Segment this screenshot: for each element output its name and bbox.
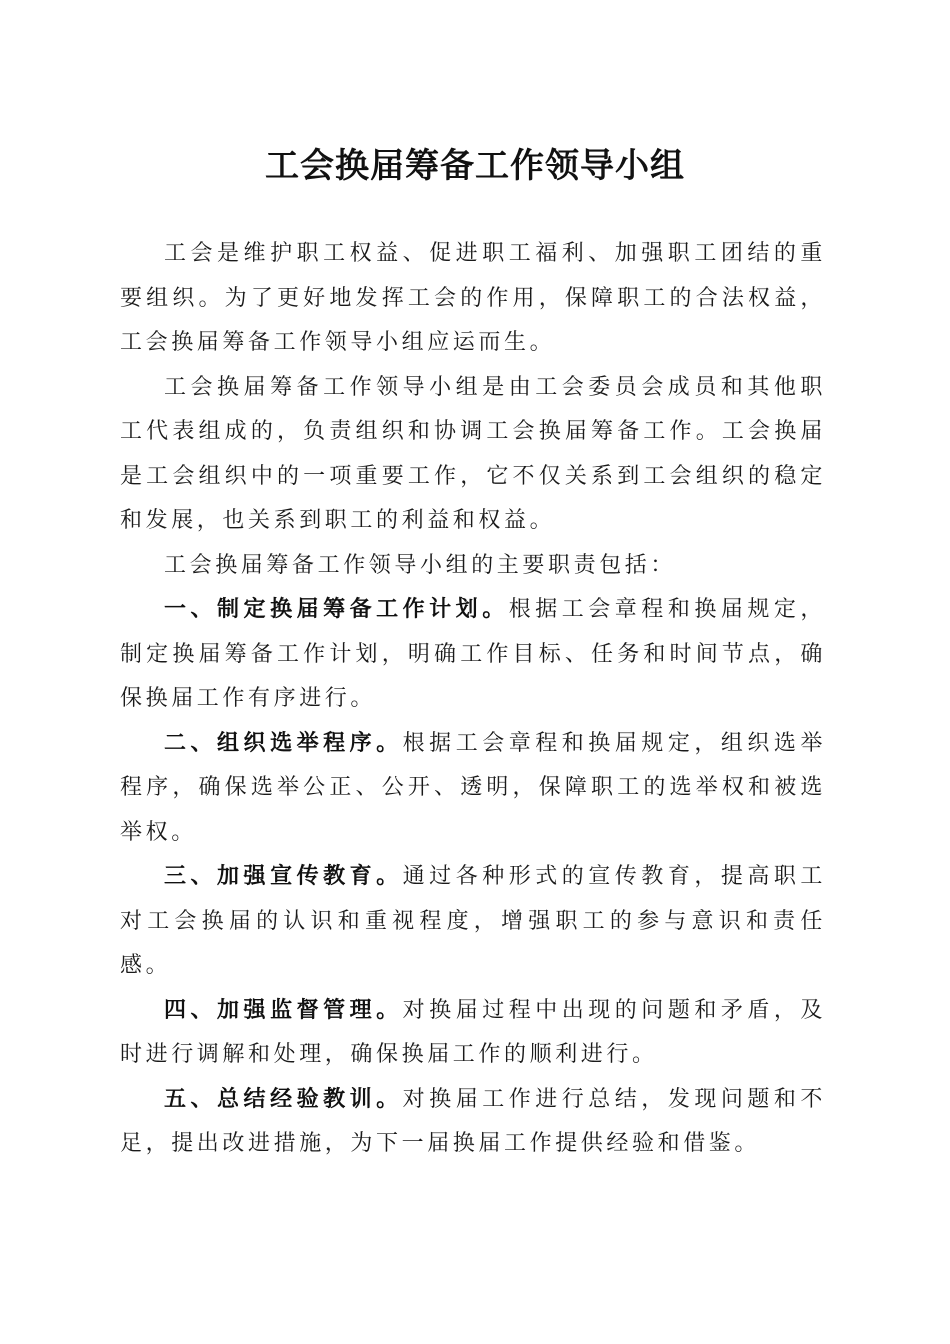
duty-text-5: 对换届工作进行总结，发现问题和不足，提出改进措施，为下一届换届工作提供经验和借鉴。 xyxy=(120,1086,826,1156)
duty-item-3 xyxy=(120,855,826,989)
duty-item-1 xyxy=(120,588,826,722)
duty-text-3: 通过各种形式的宣传教育，提高职工对工会换届的认识和重视程度，增强职工的参与意识和责任感。 xyxy=(120,864,826,978)
duty-heading-5: 五、总结经验教训。 xyxy=(164,1086,403,1112)
duty-heading-2: 二、组织选举程序。 xyxy=(164,730,403,756)
document-body xyxy=(120,232,826,1167)
page-title: 工会换届筹备工作领导小组 xyxy=(265,146,685,186)
duty-heading-3: 三、加强宣传教育。 xyxy=(164,864,403,889)
intro-paragraph-2: 工会换届筹备工作领导小组是由工会委员会成员和其他职工代表组成的，负责组织和协调工会换届筹备工作。工会换届是工会组织中的一项重要工作，它不仅关系到工会组织的稳定和发展，也关系到职工的利益和权益。 xyxy=(120,374,826,533)
intro-paragraph-1: 工会是维护职工权益、促进职工福利、加强职工团结的重要组织。为了更好地发挥工会的作用，保障职工的合法权益，工会换届筹备工作领导小组应运而生。 xyxy=(120,241,826,355)
duty-item-5 xyxy=(120,1078,826,1167)
duty-heading-4: 四、加强监督管理。 xyxy=(164,997,403,1023)
duty-text-2: 根据工会章程和换届规定，组织选举程序，确保选举公正、公开、透明，保障职工的选举权和被选举权。 xyxy=(120,730,826,845)
duty-text-4: 对换届过程中出现的问题和矛盾，及时进行调解和处理，确保换届工作的顺利进行。 xyxy=(120,997,826,1067)
duty-item-4 xyxy=(120,989,826,1078)
duty-heading-1: 一、制定换届筹备工作计划。 xyxy=(164,597,509,622)
duty-text-1: 根据工会章程和换届规定，制定换届筹备工作计划，明确工作目标、任务和时间节点，确保换届工作有序进行。 xyxy=(120,597,826,711)
intro-paragraph-3: 工会换届筹备工作领导小组的主要职责包括： xyxy=(164,552,677,578)
duty-item-2 xyxy=(120,722,826,856)
